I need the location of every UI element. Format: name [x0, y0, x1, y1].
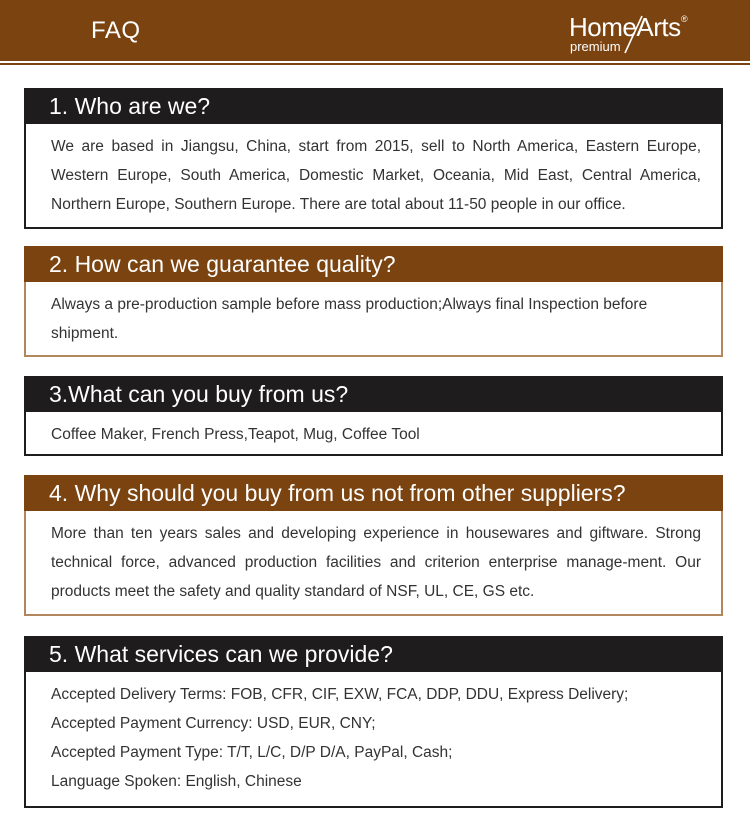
faq-answer-line: Accepted Delivery Terms: FOB, CFR, CIF, EXW, FCA, DDP, DDU, Express Delivery;	[51, 686, 629, 703]
faq-item-services	[24, 636, 723, 808]
faq-item-why-us	[24, 475, 723, 616]
faq-answer-line: Accepted Payment Currency: USD, EUR, CNY;	[51, 715, 376, 732]
logo-slash-icon	[569, 12, 699, 56]
faq-answer-text: Coffee Maker, French Press,Teapot, Mug, Coffee Tool	[51, 426, 420, 443]
faq-answer	[24, 412, 723, 456]
brand-logo	[569, 12, 699, 56]
faq-item-who-are-we	[24, 88, 723, 229]
faq-answer	[24, 282, 723, 357]
faq-answer	[24, 124, 723, 229]
faq-answer	[24, 672, 723, 808]
header-divider	[0, 63, 750, 65]
faq-question: 4. Why should you buy from us not from other suppliers?	[24, 475, 723, 511]
faq-answer-text: We are based in Jiangsu, China, start from 2015, sell to North America, Eastern Europe, Western Europe, South America, Domestic Market, Oceania, Mid East, Central America, Northern Europe, Southern Europe. There are total about 11-50 people in our office.	[51, 138, 701, 213]
faq-question: 5. What services can we provide?	[24, 636, 723, 672]
faq-item-quality	[24, 246, 723, 357]
logo-tagline: premium	[570, 39, 621, 54]
faq-answer-text: Always a pre-production sample before mass production;Always final Inspection before shipment.	[51, 296, 648, 342]
logo-brand-text: HomeArts	[569, 12, 681, 42]
faq-answer-line: Language Spoken: English, Chinese	[51, 773, 302, 790]
faq-answer	[24, 511, 723, 616]
logo-registered-mark: ®	[681, 14, 688, 24]
faq-question: 1. Who are we?	[24, 88, 723, 124]
faq-item-products	[24, 376, 723, 456]
faq-question: 3.What can you buy from us?	[24, 376, 723, 412]
faq-question: 2. How can we guarantee quality?	[24, 246, 723, 282]
faq-answer-text: More than ten years sales and developing experience in housewares and giftware. Strong technical force, advanced production facilities and criterion enterprise manage-ment. Our products meet the safety and quality standard of NSF, UL, CE, GS etc.	[51, 525, 701, 600]
page-title: FAQ	[91, 17, 141, 44]
faq-answer-line: Accepted Payment Type: T/T, L/C, D/P D/A, PayPal, Cash;	[51, 744, 453, 761]
